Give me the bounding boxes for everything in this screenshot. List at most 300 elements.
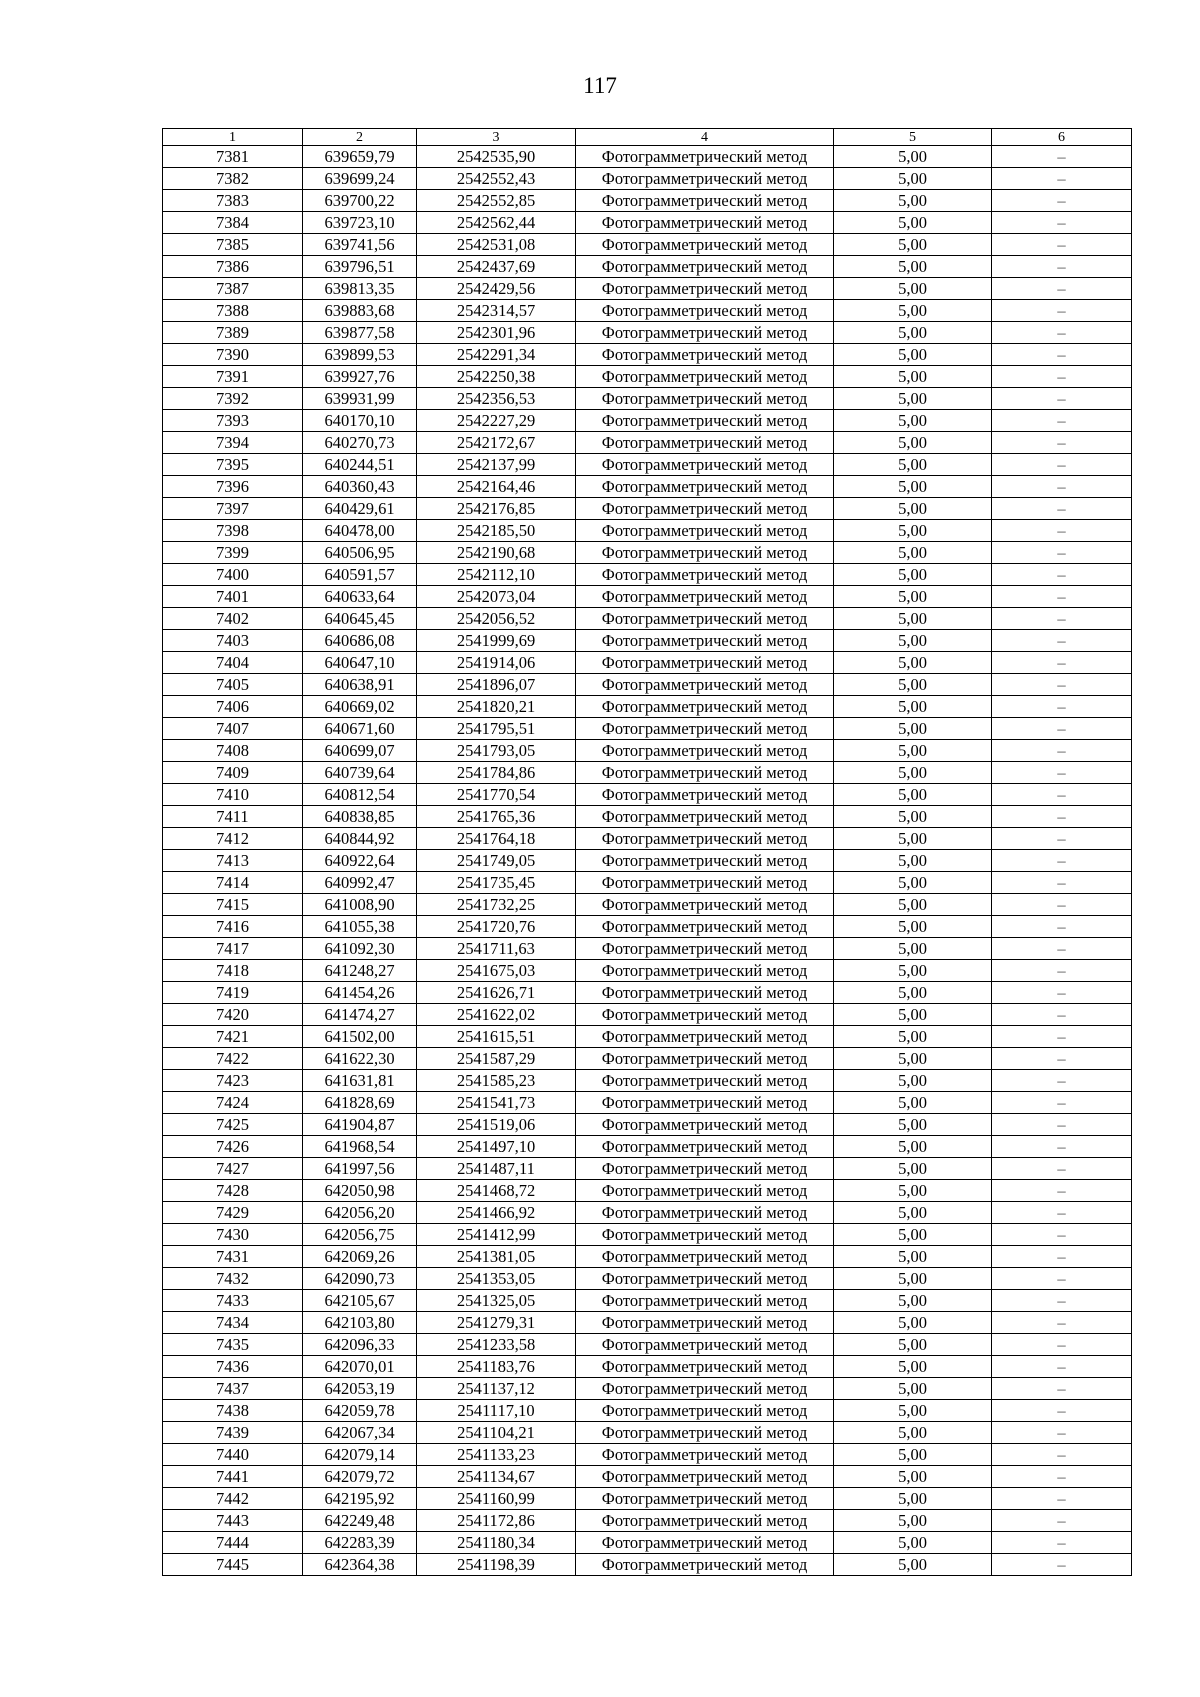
point-number-cell: 7410 (163, 784, 303, 806)
table-row (163, 1048, 1132, 1070)
x-coordinate-cell: 642195,92 (303, 1488, 417, 1510)
table-row (163, 806, 1132, 828)
note-cell: – (992, 1048, 1132, 1070)
table-row (163, 190, 1132, 212)
accuracy-cell: 5,00 (834, 234, 992, 256)
method-cell: Фотограмметрический метод (576, 1202, 834, 1224)
accuracy-cell: 5,00 (834, 1246, 992, 1268)
method-cell: Фотограмметрический метод (576, 850, 834, 872)
x-coordinate-cell: 639927,76 (303, 366, 417, 388)
x-coordinate-cell: 642079,14 (303, 1444, 417, 1466)
method-cell: Фотограмметрический метод (576, 784, 834, 806)
page-number: 117 (583, 73, 617, 98)
y-coordinate-cell: 2541233,58 (417, 1334, 576, 1356)
x-coordinate-cell: 640838,85 (303, 806, 417, 828)
note-cell: – (992, 542, 1132, 564)
accuracy-cell: 5,00 (834, 498, 992, 520)
method-cell: Фотограмметрический метод (576, 234, 834, 256)
point-number-cell: 7409 (163, 762, 303, 784)
x-coordinate-cell: 640645,45 (303, 608, 417, 630)
y-coordinate-cell: 2542227,29 (417, 410, 576, 432)
x-coordinate-cell: 640591,57 (303, 564, 417, 586)
note-cell: – (992, 1026, 1132, 1048)
table-row (163, 916, 1132, 938)
x-coordinate-cell: 640699,07 (303, 740, 417, 762)
x-coordinate-cell: 641904,87 (303, 1114, 417, 1136)
accuracy-cell: 5,00 (834, 630, 992, 652)
x-coordinate-cell: 642079,72 (303, 1466, 417, 1488)
point-number-cell: 7430 (163, 1224, 303, 1246)
method-cell: Фотограмметрический метод (576, 1004, 834, 1026)
table-row (163, 410, 1132, 432)
note-cell: – (992, 1004, 1132, 1026)
note-cell: – (992, 1378, 1132, 1400)
y-coordinate-cell: 2541587,29 (417, 1048, 576, 1070)
point-number-cell: 7400 (163, 564, 303, 586)
y-coordinate-cell: 2541325,05 (417, 1290, 576, 1312)
table-row (163, 1400, 1132, 1422)
point-number-cell: 7399 (163, 542, 303, 564)
table-row (163, 1004, 1132, 1026)
note-cell: – (992, 1224, 1132, 1246)
note-cell: – (992, 300, 1132, 322)
table-row (163, 828, 1132, 850)
x-coordinate-cell: 639796,51 (303, 256, 417, 278)
table-row (163, 1334, 1132, 1356)
accuracy-cell: 5,00 (834, 1554, 992, 1576)
point-number-cell: 7397 (163, 498, 303, 520)
note-cell: – (992, 520, 1132, 542)
x-coordinate-cell: 641454,26 (303, 982, 417, 1004)
x-coordinate-cell: 639723,10 (303, 212, 417, 234)
method-cell: Фотограмметрический метод (576, 454, 834, 476)
method-cell: Фотограмметрический метод (576, 388, 834, 410)
method-cell: Фотограмметрический метод (576, 652, 834, 674)
table-row (163, 1070, 1132, 1092)
x-coordinate-cell: 642249,48 (303, 1510, 417, 1532)
point-number-cell: 7394 (163, 432, 303, 454)
x-coordinate-cell: 640844,92 (303, 828, 417, 850)
method-cell: Фотограмметрический метод (576, 1290, 834, 1312)
x-coordinate-cell: 641622,30 (303, 1048, 417, 1070)
x-coordinate-cell: 642090,73 (303, 1268, 417, 1290)
accuracy-cell: 5,00 (834, 278, 992, 300)
method-cell: Фотограмметрический метод (576, 1114, 834, 1136)
note-cell: – (992, 146, 1132, 168)
point-number-cell: 7389 (163, 322, 303, 344)
method-cell: Фотограмметрический метод (576, 344, 834, 366)
header-row (163, 129, 1132, 146)
accuracy-cell: 5,00 (834, 1114, 992, 1136)
accuracy-cell: 5,00 (834, 740, 992, 762)
note-cell: – (992, 1510, 1132, 1532)
accuracy-cell: 5,00 (834, 960, 992, 982)
x-coordinate-cell: 640633,64 (303, 586, 417, 608)
y-coordinate-cell: 2542185,50 (417, 520, 576, 542)
note-cell: – (992, 1246, 1132, 1268)
point-number-cell: 7416 (163, 916, 303, 938)
note-cell: – (992, 1334, 1132, 1356)
point-number-cell: 7384 (163, 212, 303, 234)
accuracy-cell: 5,00 (834, 828, 992, 850)
table-body (163, 146, 1132, 1576)
method-cell: Фотограмметрический метод (576, 322, 834, 344)
note-cell: – (992, 1268, 1132, 1290)
accuracy-cell: 5,00 (834, 146, 992, 168)
note-cell: – (992, 1070, 1132, 1092)
point-number-cell: 7392 (163, 388, 303, 410)
point-number-cell: 7435 (163, 1334, 303, 1356)
x-coordinate-cell: 642070,01 (303, 1356, 417, 1378)
method-cell: Фотограмметрический метод (576, 498, 834, 520)
y-coordinate-cell: 2542291,34 (417, 344, 576, 366)
y-coordinate-cell: 2541711,63 (417, 938, 576, 960)
method-cell: Фотограмметрический метод (576, 938, 834, 960)
accuracy-cell: 5,00 (834, 168, 992, 190)
point-number-cell: 7425 (163, 1114, 303, 1136)
point-number-cell: 7386 (163, 256, 303, 278)
x-coordinate-cell: 639899,53 (303, 344, 417, 366)
note-cell: – (992, 740, 1132, 762)
note-cell: – (992, 894, 1132, 916)
x-coordinate-cell: 642105,67 (303, 1290, 417, 1312)
note-cell: – (992, 762, 1132, 784)
accuracy-cell: 5,00 (834, 872, 992, 894)
point-number-cell: 7422 (163, 1048, 303, 1070)
method-cell: Фотограмметрический метод (576, 894, 834, 916)
table-row (163, 498, 1132, 520)
point-number-cell: 7423 (163, 1070, 303, 1092)
column-header-6: 6 (992, 129, 1132, 146)
table-row (163, 784, 1132, 806)
point-number-cell: 7439 (163, 1422, 303, 1444)
accuracy-cell: 5,00 (834, 322, 992, 344)
point-number-cell: 7390 (163, 344, 303, 366)
table-row (163, 234, 1132, 256)
point-number-cell: 7396 (163, 476, 303, 498)
point-number-cell: 7411 (163, 806, 303, 828)
point-number-cell: 7428 (163, 1180, 303, 1202)
point-number-cell: 7444 (163, 1532, 303, 1554)
table-row (163, 1488, 1132, 1510)
x-coordinate-cell: 640270,73 (303, 432, 417, 454)
note-cell: – (992, 454, 1132, 476)
y-coordinate-cell: 2542056,52 (417, 608, 576, 630)
method-cell: Фотограмметрический метод (576, 1422, 834, 1444)
y-coordinate-cell: 2541999,69 (417, 630, 576, 652)
point-number-cell: 7420 (163, 1004, 303, 1026)
accuracy-cell: 5,00 (834, 410, 992, 432)
table-row (163, 1180, 1132, 1202)
x-coordinate-cell: 641502,00 (303, 1026, 417, 1048)
method-cell: Фотограмметрический метод (576, 872, 834, 894)
note-cell: – (992, 1158, 1132, 1180)
x-coordinate-cell: 640638,91 (303, 674, 417, 696)
accuracy-cell: 5,00 (834, 564, 992, 586)
point-number-cell: 7445 (163, 1554, 303, 1576)
point-number-cell: 7412 (163, 828, 303, 850)
y-coordinate-cell: 2542164,46 (417, 476, 576, 498)
y-coordinate-cell: 2541764,18 (417, 828, 576, 850)
y-coordinate-cell: 2542535,90 (417, 146, 576, 168)
x-coordinate-cell: 641828,69 (303, 1092, 417, 1114)
table-row (163, 1026, 1132, 1048)
column-header-3: 3 (417, 129, 576, 146)
accuracy-cell: 5,00 (834, 1510, 992, 1532)
point-number-cell: 7387 (163, 278, 303, 300)
accuracy-cell: 5,00 (834, 1136, 992, 1158)
table-row (163, 1202, 1132, 1224)
accuracy-cell: 5,00 (834, 1290, 992, 1312)
y-coordinate-cell: 2541279,31 (417, 1312, 576, 1334)
y-coordinate-cell: 2541353,05 (417, 1268, 576, 1290)
table-row (163, 762, 1132, 784)
table-row (163, 212, 1132, 234)
accuracy-cell: 5,00 (834, 674, 992, 696)
y-coordinate-cell: 2542437,69 (417, 256, 576, 278)
method-cell: Фотограмметрический метод (576, 982, 834, 1004)
y-coordinate-cell: 2541381,05 (417, 1246, 576, 1268)
accuracy-cell: 5,00 (834, 608, 992, 630)
accuracy-cell: 5,00 (834, 1312, 992, 1334)
accuracy-cell: 5,00 (834, 982, 992, 1004)
point-number-cell: 7393 (163, 410, 303, 432)
point-number-cell: 7441 (163, 1466, 303, 1488)
accuracy-cell: 5,00 (834, 212, 992, 234)
note-cell: – (992, 608, 1132, 630)
note-cell: – (992, 1444, 1132, 1466)
table-row (163, 1510, 1132, 1532)
x-coordinate-cell: 642283,39 (303, 1532, 417, 1554)
accuracy-cell: 5,00 (834, 1422, 992, 1444)
accuracy-cell: 5,00 (834, 1048, 992, 1070)
method-cell: Фотограмметрический метод (576, 1444, 834, 1466)
accuracy-cell: 5,00 (834, 1400, 992, 1422)
accuracy-cell: 5,00 (834, 696, 992, 718)
y-coordinate-cell: 2541770,54 (417, 784, 576, 806)
table-row (163, 652, 1132, 674)
method-cell: Фотограмметрический метод (576, 432, 834, 454)
point-number-cell: 7406 (163, 696, 303, 718)
method-cell: Фотограмметрический метод (576, 1554, 834, 1576)
note-cell: – (992, 586, 1132, 608)
x-coordinate-cell: 640506,95 (303, 542, 417, 564)
y-coordinate-cell: 2542552,43 (417, 168, 576, 190)
note-cell: – (992, 982, 1132, 1004)
point-number-cell: 7395 (163, 454, 303, 476)
point-number-cell: 7438 (163, 1400, 303, 1422)
y-coordinate-cell: 2541914,06 (417, 652, 576, 674)
accuracy-cell: 5,00 (834, 432, 992, 454)
y-coordinate-cell: 2542314,57 (417, 300, 576, 322)
x-coordinate-cell: 641055,38 (303, 916, 417, 938)
table-row (163, 322, 1132, 344)
y-coordinate-cell: 2541784,86 (417, 762, 576, 784)
y-coordinate-cell: 2541820,21 (417, 696, 576, 718)
x-coordinate-cell: 642067,34 (303, 1422, 417, 1444)
accuracy-cell: 5,00 (834, 806, 992, 828)
y-coordinate-cell: 2541793,05 (417, 740, 576, 762)
x-coordinate-cell: 640686,08 (303, 630, 417, 652)
table-header (163, 129, 1132, 146)
table-row (163, 1136, 1132, 1158)
x-coordinate-cell: 642096,33 (303, 1334, 417, 1356)
note-cell: – (992, 278, 1132, 300)
method-cell: Фотограмметрический метод (576, 520, 834, 542)
table-row (163, 696, 1132, 718)
method-cell: Фотограмметрический метод (576, 190, 834, 212)
method-cell: Фотограмметрический метод (576, 1092, 834, 1114)
accuracy-cell: 5,00 (834, 520, 992, 542)
column-header-1: 1 (163, 129, 303, 146)
accuracy-cell: 5,00 (834, 388, 992, 410)
x-coordinate-cell: 639700,22 (303, 190, 417, 212)
method-cell: Фотограмметрический метод (576, 410, 834, 432)
accuracy-cell: 5,00 (834, 784, 992, 806)
method-cell: Фотограмметрический метод (576, 1378, 834, 1400)
point-number-cell: 7391 (163, 366, 303, 388)
table-row (163, 1246, 1132, 1268)
table-row (163, 344, 1132, 366)
point-number-cell: 7442 (163, 1488, 303, 1510)
note-cell: – (992, 564, 1132, 586)
note-cell: – (992, 718, 1132, 740)
table-row (163, 894, 1132, 916)
point-number-cell: 7440 (163, 1444, 303, 1466)
note-cell: – (992, 476, 1132, 498)
y-coordinate-cell: 2541133,23 (417, 1444, 576, 1466)
point-number-cell: 7418 (163, 960, 303, 982)
table-row (163, 542, 1132, 564)
y-coordinate-cell: 2541541,73 (417, 1092, 576, 1114)
point-number-cell: 7427 (163, 1158, 303, 1180)
method-cell: Фотограмметрический метод (576, 1136, 834, 1158)
point-number-cell: 7443 (163, 1510, 303, 1532)
accuracy-cell: 5,00 (834, 190, 992, 212)
x-coordinate-cell: 639659,79 (303, 146, 417, 168)
point-number-cell: 7429 (163, 1202, 303, 1224)
method-cell: Фотограмметрический метод (576, 960, 834, 982)
method-cell: Фотограмметрический метод (576, 1532, 834, 1554)
point-number-cell: 7434 (163, 1312, 303, 1334)
point-number-cell: 7388 (163, 300, 303, 322)
y-coordinate-cell: 2541104,21 (417, 1422, 576, 1444)
point-number-cell: 7415 (163, 894, 303, 916)
method-cell: Фотограмметрический метод (576, 564, 834, 586)
x-coordinate-cell: 641997,56 (303, 1158, 417, 1180)
x-coordinate-cell: 639883,68 (303, 300, 417, 322)
y-coordinate-cell: 2542562,44 (417, 212, 576, 234)
point-number-cell: 7433 (163, 1290, 303, 1312)
y-coordinate-cell: 2542137,99 (417, 454, 576, 476)
accuracy-cell: 5,00 (834, 586, 992, 608)
method-cell: Фотограмметрический метод (576, 542, 834, 564)
method-cell: Фотограмметрический метод (576, 696, 834, 718)
table-row (163, 850, 1132, 872)
x-coordinate-cell: 642056,75 (303, 1224, 417, 1246)
x-coordinate-cell: 641248,27 (303, 960, 417, 982)
accuracy-cell: 5,00 (834, 1268, 992, 1290)
note-cell: – (992, 212, 1132, 234)
note-cell: – (992, 674, 1132, 696)
table-row (163, 872, 1132, 894)
accuracy-cell: 5,00 (834, 1004, 992, 1026)
point-number-cell: 7403 (163, 630, 303, 652)
point-number-cell: 7437 (163, 1378, 303, 1400)
y-coordinate-cell: 2541183,76 (417, 1356, 576, 1378)
coordinates-table (162, 128, 1132, 1576)
method-cell: Фотограмметрический метод (576, 1488, 834, 1510)
note-cell: – (992, 168, 1132, 190)
accuracy-cell: 5,00 (834, 850, 992, 872)
x-coordinate-cell: 640739,64 (303, 762, 417, 784)
note-cell: – (992, 344, 1132, 366)
y-coordinate-cell: 2541675,03 (417, 960, 576, 982)
y-coordinate-cell: 2541720,76 (417, 916, 576, 938)
table-row (163, 300, 1132, 322)
y-coordinate-cell: 2541198,39 (417, 1554, 576, 1576)
note-cell: – (992, 806, 1132, 828)
y-coordinate-cell: 2542552,85 (417, 190, 576, 212)
note-cell: – (992, 256, 1132, 278)
method-cell: Фотограмметрический метод (576, 762, 834, 784)
accuracy-cell: 5,00 (834, 366, 992, 388)
table-row (163, 608, 1132, 630)
table-row (163, 1378, 1132, 1400)
table-row (163, 256, 1132, 278)
point-number-cell: 7419 (163, 982, 303, 1004)
x-coordinate-cell: 640992,47 (303, 872, 417, 894)
table-row (163, 1422, 1132, 1444)
table-row (163, 146, 1132, 168)
method-cell: Фотограмметрический метод (576, 806, 834, 828)
accuracy-cell: 5,00 (834, 1202, 992, 1224)
point-number-cell: 7413 (163, 850, 303, 872)
method-cell: Фотограмметрический метод (576, 916, 834, 938)
x-coordinate-cell: 641631,81 (303, 1070, 417, 1092)
method-cell: Фотограмметрический метод (576, 1334, 834, 1356)
x-coordinate-cell: 640922,64 (303, 850, 417, 872)
table-row (163, 564, 1132, 586)
note-cell: – (992, 960, 1132, 982)
point-number-cell: 7381 (163, 146, 303, 168)
point-number-cell: 7382 (163, 168, 303, 190)
y-coordinate-cell: 2541735,45 (417, 872, 576, 894)
x-coordinate-cell: 640478,00 (303, 520, 417, 542)
point-number-cell: 7414 (163, 872, 303, 894)
y-coordinate-cell: 2541466,92 (417, 1202, 576, 1224)
note-cell: – (992, 1488, 1132, 1510)
y-coordinate-cell: 2541117,10 (417, 1400, 576, 1422)
x-coordinate-cell: 640812,54 (303, 784, 417, 806)
table-row (163, 366, 1132, 388)
point-number-cell: 7424 (163, 1092, 303, 1114)
note-cell: – (992, 388, 1132, 410)
note-cell: – (992, 190, 1132, 212)
table-row (163, 1554, 1132, 1576)
method-cell: Фотограмметрический метод (576, 1510, 834, 1532)
method-cell: Фотограмметрический метод (576, 212, 834, 234)
x-coordinate-cell: 642050,98 (303, 1180, 417, 1202)
method-cell: Фотограмметрический метод (576, 828, 834, 850)
note-cell: – (992, 1114, 1132, 1136)
table-row (163, 168, 1132, 190)
table-row (163, 630, 1132, 652)
y-coordinate-cell: 2542429,56 (417, 278, 576, 300)
y-coordinate-cell: 2541765,36 (417, 806, 576, 828)
point-number-cell: 7421 (163, 1026, 303, 1048)
y-coordinate-cell: 2542172,67 (417, 432, 576, 454)
